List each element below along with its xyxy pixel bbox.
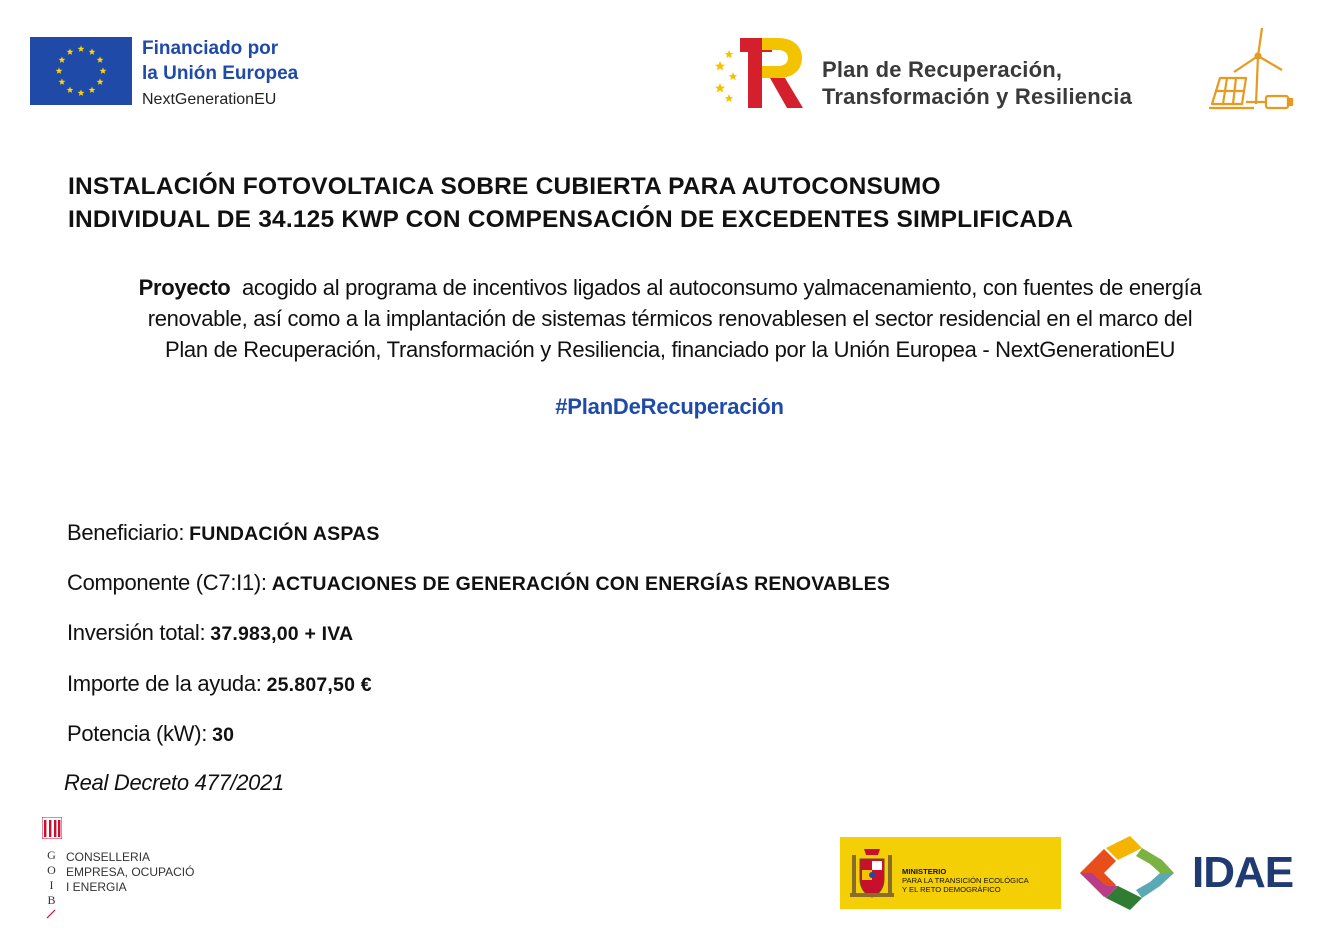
conselleria-line1: CONSELLERIA — [66, 850, 151, 864]
goib-letters — [45, 848, 59, 923]
eu-flag-logo — [30, 37, 132, 105]
field-componente — [67, 570, 890, 596]
ministerio-logo — [840, 837, 1061, 909]
eu-stars-icon — [30, 37, 132, 105]
desc-line1 — [60, 272, 1280, 303]
prtr-line2: Transformación y Resiliencia — [822, 84, 1133, 109]
field-potencia — [67, 721, 234, 747]
field-label: Beneficiario: — [67, 520, 185, 545]
field-inversion — [67, 620, 353, 646]
goib-letter: O — [47, 863, 57, 877]
spain-coat-of-arms-icon — [850, 845, 894, 901]
eu-line2: la Unión Europea — [142, 63, 299, 84]
desc-lead: Proyecto — [138, 275, 231, 300]
ministerio-text — [902, 867, 1029, 894]
goib-slash-icon — [45, 909, 59, 919]
eu-line1: Financiado por — [142, 38, 279, 59]
goib-letter: G — [47, 848, 57, 862]
field-value: FUNDACIÓN ASPAS — [189, 523, 380, 545]
prtr-logo-icon — [714, 34, 806, 110]
desc-line1-rest: acogido al programa de incentivos ligados al autoconsumo yalmacenamiento, con fuentes de energía — [230, 275, 1202, 300]
ministerio-line3: Y EL RETO DEMOGRÁFICO — [902, 885, 1001, 894]
field-label: Potencia (kW): — [67, 721, 208, 746]
field-value: 30 — [212, 724, 235, 746]
goib-logo-icon — [42, 817, 62, 839]
prtr-line1: Plan de Recuperación, — [822, 57, 1063, 82]
field-value: 25.807,50 € — [266, 674, 372, 696]
project-title — [68, 170, 1278, 236]
conselleria-line3: I ENERGIA — [66, 880, 127, 894]
goib-letter: B — [47, 893, 57, 907]
desc-line2: renovable, así como a la implantación de sistemas térmicos renovablesen el sector residencial en el marco del — [147, 306, 1193, 331]
solar-wind-icon — [1206, 26, 1298, 116]
field-importe — [67, 671, 372, 697]
desc-line3: Plan de Recuperación, Transformación y Resiliencia, financiado por la Unión Europea - NextGenerationEU — [164, 337, 1176, 362]
goib-letter: I — [49, 878, 55, 892]
conselleria-text — [66, 850, 194, 895]
project-description — [60, 272, 1280, 365]
ministerio-line1: MINISTERIO — [902, 867, 947, 876]
field-beneficiario — [67, 520, 380, 546]
eu-line3: NextGenerationEU — [142, 91, 277, 108]
real-decreto: Real Decreto 477/2021 — [64, 770, 284, 795]
title-line2: INDIVIDUAL DE 34.125 KWP CON COMPENSACIÓN DE EXCEDENTES SIMPLIFICADA — [68, 206, 1074, 233]
prtr-title — [822, 56, 1132, 110]
title-line1: INSTALACIÓN FOTOVOLTAICA SOBRE CUBIERTA PARA AUTOCONSUMO — [68, 173, 941, 200]
field-value: ACTUACIONES DE GENERACIÓN CON ENERGÍAS RENOVABLES — [271, 573, 891, 595]
field-label: Inversión total: — [67, 620, 206, 645]
idae-logo-icon — [1080, 836, 1186, 910]
hashtag: #PlanDeRecuperación — [555, 394, 784, 419]
field-label: Componente (C7:I1): — [67, 570, 267, 595]
idae-wordmark: IDAE — [1192, 848, 1294, 897]
ministerio-line2: PARA LA TRANSICIÓN ECOLÓGICA — [902, 876, 1029, 885]
field-value: 37.983,00 + IVA — [210, 623, 354, 645]
field-label: Importe de la ayuda: — [67, 671, 262, 696]
eu-funding-text — [142, 36, 298, 112]
conselleria-line2: EMPRESA, OCUPACIÓ — [66, 865, 195, 879]
